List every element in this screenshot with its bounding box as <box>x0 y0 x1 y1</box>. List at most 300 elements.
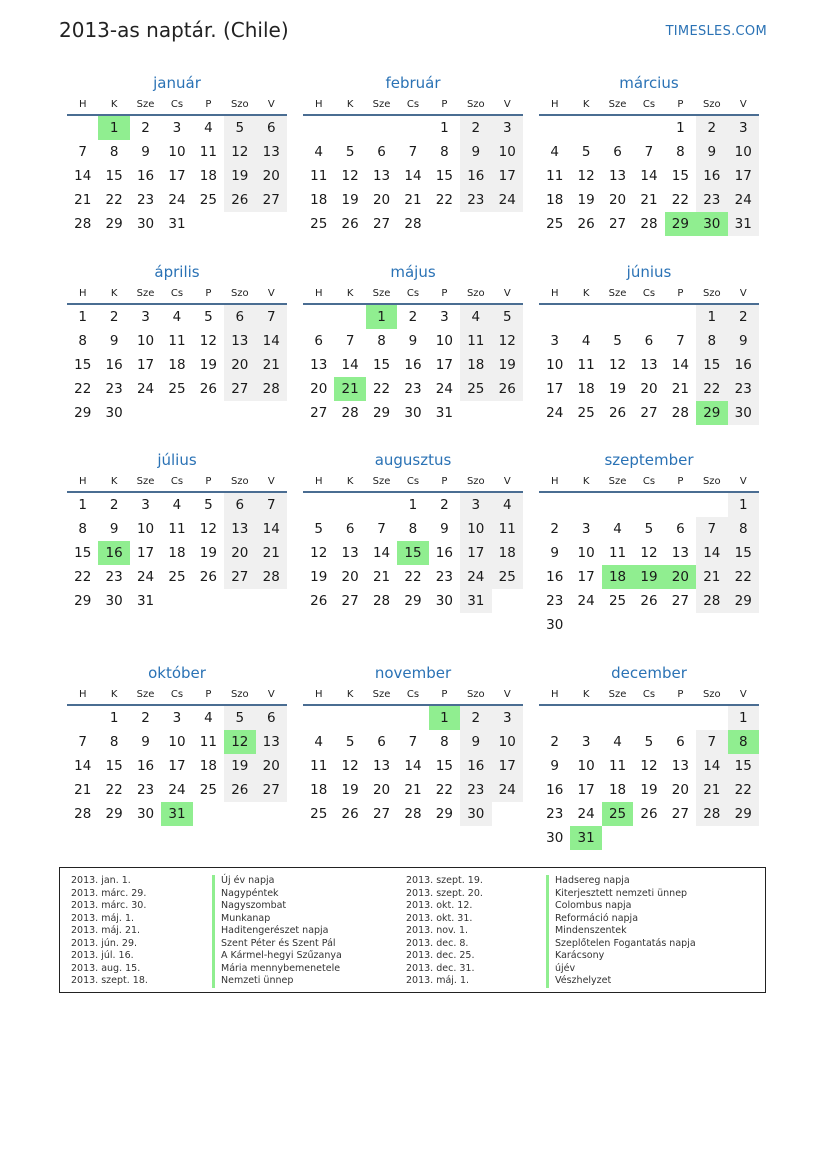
holiday-day-cell: 19 <box>633 565 664 589</box>
day-cell: 11 <box>199 144 217 160</box>
day-cell: 11 <box>168 521 186 537</box>
legend-date: 2013. szept. 18. <box>71 975 148 986</box>
weekday-label: H <box>78 99 87 110</box>
weekday-label: Sze <box>372 99 391 110</box>
day-cell: 5 <box>345 144 355 160</box>
day-cell: 2 <box>550 734 559 750</box>
day-cell: 14 <box>256 329 287 353</box>
day-cell: 18 <box>546 192 564 208</box>
day-cell: 1 <box>676 120 685 136</box>
day-cell: 14 <box>74 758 92 774</box>
weekday-label: Cs <box>406 476 420 487</box>
holiday-legend <box>59 867 766 993</box>
day-cell: 17 <box>546 381 564 397</box>
day-cell: 24 <box>136 569 155 585</box>
day-cell: 20 <box>671 782 689 798</box>
weekday-label: Szo <box>702 99 721 110</box>
weekday-label: P <box>441 99 448 110</box>
day-cell: 21 <box>640 192 658 208</box>
day-cell: 22 <box>435 782 453 798</box>
day-cell: 12 <box>577 168 595 184</box>
legend-holiday-name: Haditengerészet napja <box>212 925 329 938</box>
day-cell: 29 <box>74 593 92 609</box>
day-cell: 30 <box>136 216 155 232</box>
day-cell: 3 <box>581 734 591 750</box>
weekday-label: Sze <box>608 476 627 487</box>
day-cell: 8 <box>408 521 418 537</box>
empty-cell <box>602 116 633 140</box>
holiday-day-cell: 31 <box>570 826 601 850</box>
month-name: március <box>619 74 679 92</box>
day-cell: 26 <box>608 405 627 421</box>
day-cell: 19 <box>310 569 328 585</box>
weekday-label: Cs <box>642 689 656 700</box>
legend-date: 2013. júl. 16. <box>71 950 134 961</box>
holiday-day-cell: 15 <box>397 541 428 565</box>
day-cell: 4 <box>314 144 323 160</box>
day-cell: 18 <box>310 782 328 798</box>
day-cell: 13 <box>640 357 658 373</box>
day-cell: 5 <box>345 734 355 750</box>
day-cell: 19 <box>199 545 217 561</box>
day-cell: 24 <box>492 778 523 802</box>
day-grid <box>303 493 523 613</box>
empty-cell <box>366 706 397 730</box>
day-cell: 10 <box>492 730 523 754</box>
day-cell: 26 <box>199 381 217 397</box>
day-cell: 6 <box>644 333 654 349</box>
day-cell: 3 <box>492 116 523 140</box>
weekday-label: Sze <box>136 99 155 110</box>
day-cell: 27 <box>224 565 255 589</box>
legend-date: 2013. jan. 1. <box>71 875 131 886</box>
day-cell: 28 <box>341 405 359 421</box>
day-cell: 22 <box>435 192 453 208</box>
weekday-label: P <box>205 689 212 700</box>
day-cell: 16 <box>460 754 491 778</box>
day-cell: 18 <box>608 782 627 798</box>
day-cell: 9 <box>550 758 559 774</box>
day-cell: 17 <box>168 758 186 774</box>
legend-date: 2013. márc. 29. <box>71 887 147 899</box>
day-cell: 7 <box>78 734 87 750</box>
day-cell: 10 <box>546 357 564 373</box>
empty-cell <box>303 116 334 140</box>
day-cell: 4 <box>613 521 622 537</box>
day-cell: 3 <box>460 493 491 517</box>
weekday-label: H <box>78 288 87 299</box>
day-cell: 2 <box>141 120 150 136</box>
day-cell: 27 <box>224 377 255 401</box>
day-cell: 3 <box>492 706 523 730</box>
empty-cell <box>539 706 570 730</box>
legend-holiday-name: Vészhelyzet <box>546 975 611 988</box>
day-cell: 22 <box>74 569 92 585</box>
weekday-label: H <box>314 689 323 700</box>
day-cell: 22 <box>728 778 759 802</box>
day-cell: 10 <box>435 333 453 349</box>
day-cell: 8 <box>440 734 449 750</box>
day-cell: 18 <box>577 381 595 397</box>
day-cell: 14 <box>404 758 422 774</box>
month-name: augusztus <box>374 451 452 469</box>
empty-cell <box>303 706 334 730</box>
day-cell: 23 <box>136 192 155 208</box>
day-cell: 24 <box>577 593 595 609</box>
legend-date: 2013. máj. 1. <box>71 912 135 924</box>
day-cell: 6 <box>613 144 622 160</box>
day-cell: 17 <box>577 782 595 798</box>
month-február <box>303 73 523 236</box>
day-cell: 14 <box>696 541 727 565</box>
day-cell: 20 <box>256 164 287 188</box>
weekday-label: H <box>550 99 559 110</box>
weekday-header <box>303 475 523 493</box>
day-cell: 27 <box>640 405 658 421</box>
day-cell: 28 <box>696 802 727 826</box>
day-cell: 28 <box>372 593 391 609</box>
month-április <box>67 262 287 425</box>
holiday-day-cell: 25 <box>602 802 633 826</box>
weekday-label: Szo <box>230 288 249 299</box>
day-cell: 31 <box>728 212 759 236</box>
weekday-label: Sze <box>136 689 155 700</box>
holiday-day-cell: 29 <box>696 401 727 425</box>
day-cell: 12 <box>341 168 359 184</box>
weekday-label: H <box>314 99 323 110</box>
weekday-label: Szo <box>230 99 249 110</box>
day-cell: 28 <box>256 565 287 589</box>
day-cell: 27 <box>608 216 627 232</box>
day-cell: 23 <box>546 593 564 609</box>
day-cell: 9 <box>460 140 491 164</box>
day-cell: 29 <box>404 593 422 609</box>
day-cell: 13 <box>310 357 328 373</box>
day-cell: 16 <box>546 782 564 798</box>
day-cell: 21 <box>256 353 287 377</box>
day-cell: 11 <box>310 168 328 184</box>
day-cell: 19 <box>341 782 359 798</box>
month-name: január <box>153 74 201 92</box>
empty-cell <box>665 493 696 517</box>
weekday-label: Cs <box>170 288 184 299</box>
empty-cell <box>602 706 633 730</box>
day-cell: 1 <box>728 706 759 730</box>
empty-cell <box>570 305 601 329</box>
day-cell: 11 <box>577 357 595 373</box>
day-cell: 13 <box>671 545 689 561</box>
empty-cell <box>67 706 98 730</box>
empty-cell <box>397 706 428 730</box>
day-cell: 9 <box>109 521 119 537</box>
legend-date: 2013. máj. 1. <box>406 975 470 986</box>
day-cell: 23 <box>404 381 422 397</box>
day-cell: 3 <box>172 710 182 726</box>
day-cell: 6 <box>314 333 323 349</box>
holiday-day-cell: 21 <box>334 377 365 401</box>
weekday-label: V <box>739 689 747 700</box>
weekday-label: K <box>346 689 354 700</box>
legend-holiday-name: Szent Péter és Szent Pál <box>212 938 336 951</box>
day-cell: 31 <box>168 216 186 232</box>
weekday-label: Cs <box>170 476 184 487</box>
day-cell: 9 <box>440 521 449 537</box>
day-cell: 9 <box>696 140 727 164</box>
month-július <box>67 450 287 613</box>
holiday-day-cell: 12 <box>224 730 255 754</box>
day-cell: 3 <box>728 116 759 140</box>
weekday-label: H <box>314 476 323 487</box>
day-cell: 30 <box>105 593 123 609</box>
day-cell: 21 <box>404 192 422 208</box>
day-cell: 17 <box>136 357 155 373</box>
month-január <box>67 73 287 236</box>
holiday-day-cell: 29 <box>665 212 696 236</box>
day-cell: 7 <box>377 521 386 537</box>
day-cell: 28 <box>74 216 92 232</box>
day-cell: 16 <box>105 357 123 373</box>
day-cell: 25 <box>310 806 328 822</box>
day-cell: 11 <box>460 329 491 353</box>
day-cell: 18 <box>310 192 328 208</box>
holiday-day-cell: 31 <box>161 802 192 826</box>
day-cell: 9 <box>460 730 491 754</box>
day-cell: 15 <box>105 168 123 184</box>
day-cell: 28 <box>404 216 422 232</box>
empty-cell <box>696 706 727 730</box>
empty-cell <box>334 493 365 517</box>
weekday-label: V <box>503 99 511 110</box>
day-cell: 28 <box>671 405 689 421</box>
weekday-label: P <box>441 288 448 299</box>
day-cell: 10 <box>492 140 523 164</box>
day-cell: 27 <box>341 593 359 609</box>
day-cell: 24 <box>435 381 453 397</box>
brand-logo-text[interactable]: TIMESLES.COM <box>665 24 767 39</box>
weekday-label: V <box>503 476 511 487</box>
weekday-label: Sze <box>372 476 391 487</box>
day-cell: 18 <box>199 168 217 184</box>
weekday-label: P <box>205 288 212 299</box>
month-november <box>303 663 523 826</box>
legend-date: 2013. okt. 12. <box>406 900 473 911</box>
empty-cell <box>366 493 397 517</box>
day-cell: 15 <box>74 545 92 561</box>
weekday-header <box>539 287 759 305</box>
month-december <box>539 663 759 850</box>
day-cell: 18 <box>460 353 491 377</box>
day-cell: 7 <box>78 144 87 160</box>
day-cell: 8 <box>696 329 727 353</box>
day-cell: 12 <box>199 333 217 349</box>
day-cell: 21 <box>256 541 287 565</box>
weekday-label: Szo <box>702 288 721 299</box>
day-cell: 30 <box>728 401 759 425</box>
holiday-day-cell: 30 <box>696 212 727 236</box>
weekday-label: H <box>550 689 559 700</box>
day-cell: 31 <box>136 593 155 609</box>
day-cell: 18 <box>492 541 523 565</box>
empty-cell <box>570 493 601 517</box>
day-cell: 13 <box>256 730 287 754</box>
legend-date: 2013. aug. 15. <box>71 962 141 974</box>
day-cell: 2 <box>460 706 491 730</box>
day-cell: 2 <box>408 309 418 325</box>
weekday-label: Szo <box>702 689 721 700</box>
month-október <box>67 663 287 826</box>
day-grid <box>539 116 759 236</box>
day-cell: 20 <box>372 782 391 798</box>
holiday-day-cell: 8 <box>728 730 759 754</box>
day-cell: 18 <box>199 758 217 774</box>
day-cell: 7 <box>408 734 418 750</box>
legend-date: 2013. szept. 20. <box>406 887 483 899</box>
legend-holiday-name: Mindenszentek <box>546 925 627 938</box>
day-cell: 13 <box>256 140 287 164</box>
day-cell: 20 <box>224 353 255 377</box>
weekday-label: Sze <box>136 288 155 299</box>
day-cell: 26 <box>224 188 255 212</box>
day-cell: 9 <box>408 333 418 349</box>
day-cell: 29 <box>105 806 123 822</box>
legend-holiday-name: Szeplőtelen Fogantatás napja <box>546 938 696 951</box>
day-cell: 8 <box>109 734 119 750</box>
weekday-label: V <box>739 476 747 487</box>
day-cell: 13 <box>608 168 627 184</box>
day-cell: 30 <box>404 405 422 421</box>
day-cell: 20 <box>640 381 658 397</box>
holiday-day-cell: 1 <box>98 116 129 140</box>
day-cell: 4 <box>172 497 182 513</box>
day-cell: 17 <box>728 164 759 188</box>
weekday-label: K <box>346 476 354 487</box>
day-cell: 20 <box>256 754 287 778</box>
month-name: június <box>626 263 672 281</box>
day-cell: 23 <box>105 381 123 397</box>
day-cell: 31 <box>460 589 491 613</box>
day-cell: 4 <box>550 144 559 160</box>
day-cell: 7 <box>256 493 287 517</box>
empty-cell <box>334 706 365 730</box>
weekday-label: V <box>267 99 275 110</box>
day-cell: 4 <box>613 734 622 750</box>
weekday-label: Cs <box>406 99 420 110</box>
day-cell: 23 <box>696 188 727 212</box>
day-cell: 21 <box>74 782 92 798</box>
day-cell: 8 <box>78 521 87 537</box>
day-cell: 13 <box>372 168 391 184</box>
day-cell: 12 <box>492 329 523 353</box>
day-cell: 1 <box>109 710 119 726</box>
day-cell: 12 <box>224 140 255 164</box>
empty-cell <box>334 305 365 329</box>
weekday-label: Sze <box>608 689 627 700</box>
day-cell: 17 <box>136 545 155 561</box>
day-cell: 19 <box>341 192 359 208</box>
day-cell: 10 <box>136 521 155 537</box>
day-cell: 19 <box>199 357 217 373</box>
day-cell: 19 <box>640 782 658 798</box>
day-cell: 15 <box>728 754 759 778</box>
day-cell: 16 <box>460 164 491 188</box>
day-cell: 13 <box>341 545 359 561</box>
legend-date: 2013. máj. 21. <box>71 925 141 936</box>
day-cell: 14 <box>696 754 727 778</box>
weekday-label: V <box>739 99 747 110</box>
day-cell: 9 <box>141 144 150 160</box>
day-cell: 28 <box>74 806 92 822</box>
day-cell: 8 <box>728 517 759 541</box>
empty-cell <box>397 116 428 140</box>
day-cell: 21 <box>696 565 727 589</box>
weekday-label: Cs <box>642 288 656 299</box>
day-cell: 10 <box>168 144 186 160</box>
legend-holiday-name: Reformáció napja <box>546 913 638 926</box>
empty-cell <box>633 706 664 730</box>
day-cell: 16 <box>728 353 759 377</box>
day-cell: 21 <box>404 782 422 798</box>
empty-cell <box>539 493 570 517</box>
weekday-label: Szo <box>702 476 721 487</box>
day-cell: 4 <box>204 710 213 726</box>
day-cell: 30 <box>136 806 155 822</box>
day-cell: 19 <box>224 754 255 778</box>
day-cell: 12 <box>640 758 658 774</box>
day-cell: 22 <box>105 192 123 208</box>
weekday-label: Cs <box>170 689 184 700</box>
day-cell: 27 <box>310 405 328 421</box>
day-cell: 13 <box>224 329 255 353</box>
day-cell: 3 <box>550 333 559 349</box>
day-cell: 29 <box>435 806 453 822</box>
weekday-header <box>303 688 523 706</box>
day-cell: 25 <box>199 782 217 798</box>
day-cell: 1 <box>78 309 87 325</box>
day-cell: 30 <box>105 405 123 421</box>
day-cell: 28 <box>404 806 422 822</box>
month-name: november <box>374 664 452 682</box>
weekday-label: Cs <box>406 689 420 700</box>
weekday-label: P <box>677 476 684 487</box>
weekday-label: Cs <box>642 476 656 487</box>
month-name: február <box>385 74 441 92</box>
day-cell: 22 <box>671 192 689 208</box>
month-name: szeptember <box>604 451 694 469</box>
day-cell: 13 <box>372 758 391 774</box>
weekday-label: K <box>346 99 354 110</box>
day-cell: 15 <box>372 357 391 373</box>
day-cell: 25 <box>199 192 217 208</box>
empty-cell <box>67 116 98 140</box>
weekday-label: K <box>582 689 590 700</box>
legend-holiday-name: Karácsony <box>546 950 604 963</box>
day-cell: 2 <box>109 497 119 513</box>
weekday-label: K <box>582 288 590 299</box>
month-szeptember <box>539 450 759 637</box>
day-cell: 1 <box>696 305 727 329</box>
day-cell: 24 <box>460 565 491 589</box>
weekday-header <box>303 98 523 116</box>
month-name: július <box>157 451 197 469</box>
month-name: december <box>611 664 687 682</box>
day-cell: 15 <box>435 168 453 184</box>
day-cell: 7 <box>696 517 727 541</box>
day-cell: 22 <box>696 377 727 401</box>
day-cell: 23 <box>460 778 491 802</box>
day-cell: 20 <box>372 192 391 208</box>
day-cell: 4 <box>492 493 523 517</box>
day-cell: 25 <box>168 569 186 585</box>
